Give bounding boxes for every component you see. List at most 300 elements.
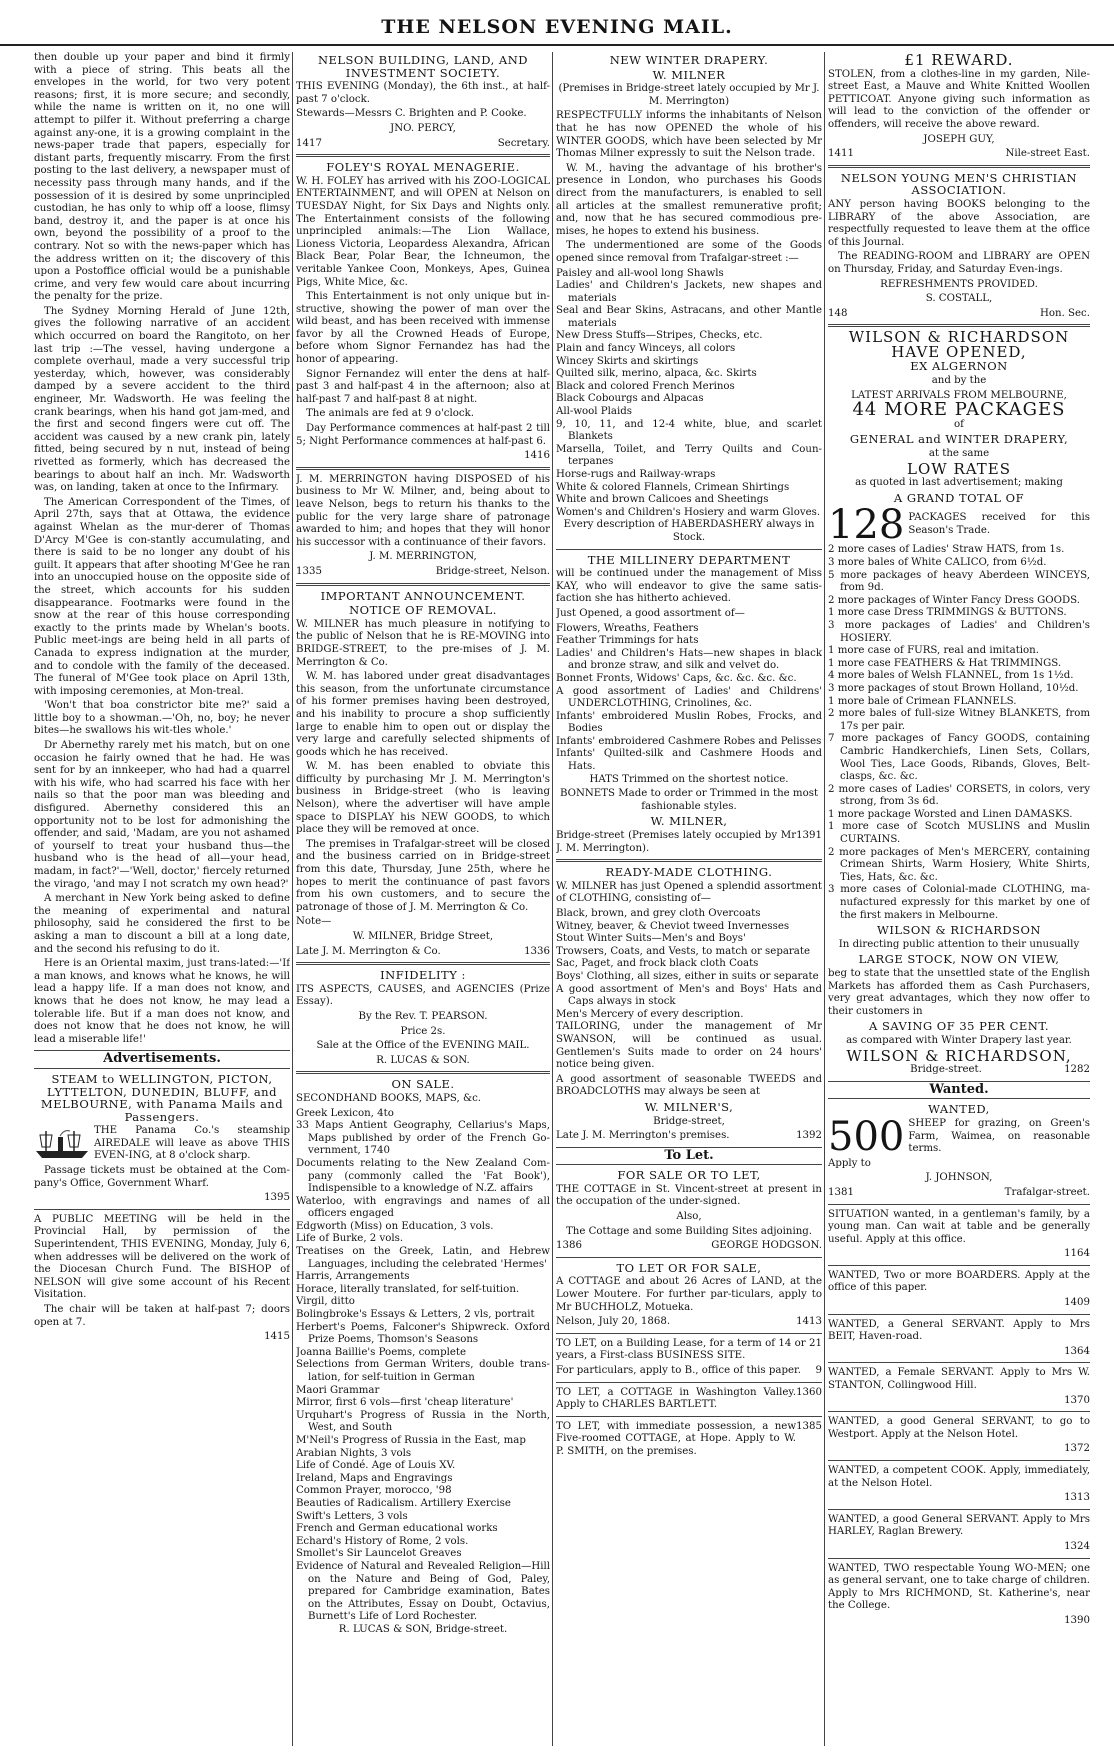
- advert-number: 1385: [796, 1420, 822, 1432]
- menagerie-advert: [296, 161, 550, 463]
- steam-advert: [34, 1073, 290, 1205]
- book-item: French and German educational works: [296, 1523, 498, 1535]
- to-let-a-also2: The Cottage and some Building Sites adjoining.: [565, 1225, 813, 1237]
- adverts-header: Advertisements.: [34, 1050, 290, 1069]
- wanted-list: [828, 1204, 1090, 1628]
- wilson-item: 3 more packages of stout Brown Holland, 10½d.: [828, 682, 1079, 694]
- book-item: Waterloo, with engravings and names of all officers engaged: [296, 1195, 550, 1220]
- wilson-item: 1 more case Dress TRIMMINGS & BUTTONS.: [828, 607, 1067, 619]
- divider: [828, 1558, 1090, 1559]
- book-item: Treatises on the Greek, Latin, and Hebrew Languages, including the celebrated 'Hermes': [296, 1246, 550, 1270]
- wanted-ad-body: WANTED, Two or more BOARDERS. Apply at the office of this paper.: [828, 1269, 1090, 1294]
- removal-subheading: NOTICE OF REMOVAL.: [349, 603, 497, 618]
- book-item: Echard's History of Rome, 2 vols.: [296, 1535, 469, 1547]
- wilson-address: Bridge-street.: [910, 1064, 982, 1076]
- signature-line: [828, 1064, 1090, 1077]
- divider: [296, 583, 550, 586]
- books-signature: R. LUCAS & SON, Bridge-street.: [338, 1623, 508, 1635]
- menagerie-heading: FOLEY'S ROYAL MENAGERIE.: [326, 160, 520, 175]
- book-item: Mirror, first 6 vols—first 'cheap literature': [296, 1397, 514, 1409]
- divider: [828, 1265, 1090, 1266]
- book-item: Ireland, Maps and Engravings: [296, 1472, 453, 1484]
- wanted-ad-body: WANTED, a good General SERVANT. Apply to Mrs HARLEY, Raglan Brewery.: [828, 1513, 1090, 1538]
- wanted-header: Wanted.: [828, 1081, 1090, 1100]
- advert-number: 1313: [1064, 1492, 1090, 1504]
- drapery-sub: (Premises in Bridge-street lately occupied by Mr J. M. Merrington): [558, 83, 820, 107]
- wilson-l8: GENERAL and WINTER DRAPERY,: [849, 432, 1069, 447]
- wilson-l10: LOW RATES: [907, 459, 1011, 478]
- to-let-a-body: THE COTTAGE in St. Vincent-street at present in the occupation of the under-signed.: [556, 1183, 822, 1208]
- divider: [828, 1460, 1090, 1461]
- advert-number: 1417: [296, 137, 322, 149]
- divider: [556, 1416, 822, 1417]
- divider: [828, 165, 1090, 168]
- wilson-direct: In directing public attention to their unusually: [838, 938, 1080, 950]
- millinery-item: A good assortment of Ladies' and Childrens' UNDERCLOTHING, Crinolines, &c.: [556, 685, 822, 710]
- article-paragraph: 'Won't that boa constrictor bite me?' said a little boy to a showman.—'Oh, no, boy; he never bites—he swallows his wit-tles whole.': [34, 700, 290, 737]
- wanted-ad-body: WANTED, a General SERVANT. Apply to Mrs BEIT, Haven-road.: [828, 1318, 1090, 1343]
- advert-number: 1415: [264, 1331, 290, 1343]
- wilson-w2: WILSON & RICHARDSON: [877, 923, 1041, 938]
- wilson-l12: A GRAND TOTAL OF: [893, 490, 1025, 505]
- drapery-item: Black Cobourgs and Alpacas: [556, 393, 704, 405]
- grand-total: [828, 506, 1090, 544]
- infidelity-advert: [296, 969, 550, 1067]
- removal-p3: W. M. has been enabled to obviate this difficulty by purchasing Mr J. M. Merrington's business in Bridge-street (who is leaving Nelson), where the advertiser will have ample space to DISPLAY his NEW GOODS, to which place they will be removed at once.: [296, 761, 550, 836]
- millinery-intro: Just Opened, a good assortment of—: [556, 607, 745, 619]
- wilson-item: 4 more bales of Welsh FLANNEL, from 1s 1½d.: [828, 670, 1074, 682]
- clothing-heading: READY-MADE CLOTHING.: [605, 865, 773, 880]
- article-paragraph: The American Correspondent of the Times, of April 27th, says that at Ottawa, the evidence against Whelan as the mur-derer of Thomas D'Arcy M'Gee is con-stantly accumulating, and there is said to be no longer any doubt of his guilt. It appears that after shooting M'Gee he ran into an unoccupied house on the opposite side of the street, which accounts for his sudden disappearance. Footmarks were found in the snow at the rear of this house corresponding exactly to the prints made by Whelan's boots. Public meet-ings are being held in all parts of Canada to express indignation at the murder, and to condole with the family of the deceased. The funeral of M'Gee took place on April 13th, with imposing ceremonies, at Mon-treal.: [34, 496, 290, 697]
- book-item: Greek Lexicon, 4to: [296, 1107, 394, 1119]
- divider: [556, 1257, 822, 1258]
- to-let-b-date: Nelson, July 20, 1868.: [556, 1316, 671, 1328]
- clothing-name: W. MILNER'S,: [644, 1099, 734, 1114]
- article-paragraph: A merchant in New York being asked to define the meaning of experimental and natural philosophy, said he considered the first to be asking a man to discount a bill at a long date, and the second his refusing to do it.: [34, 893, 290, 955]
- book-item: Evidence of Natural and Revealed Religion—Hill on the Nature and Being of God, Paley, prepared for Cambridge examination, Bates on the Attributes, Essay on Doubt, Octavius, Burnett's Life of Lord Rochester.: [296, 1560, 550, 1623]
- article-paragraph: Dr Abernethy rarely met his match, but on one occasion he fairly owned that he had. He was sent for by an innkeeper, who had had a quarrel with his wife, who had scarred his face with her nails so that the poor man was bleeding and disfigured. Abernethy considered this an opportunity not to be lost for admonishing the offender, and said, 'Madam, are you not ashamed of yourself to treat your husband thus—the husband who is the head of all—your head, madam, in fact?'—'Well, doctor,' fiercely returned the virago, 'and may I not scratch my own head?': [34, 740, 290, 890]
- ymca-p2: The READING-ROOM and LIBRARY are OPEN on Thursday, Friday, and Saturday Even-ings.: [828, 251, 1090, 275]
- ymca-role: Hon. Sec.: [1039, 307, 1090, 319]
- wanted-ads: [828, 1103, 1090, 1627]
- advert-number: 1390: [1064, 1614, 1090, 1626]
- wilson-item: 1 more case of Scotch MUSLINS and Muslin CURTAINS.: [828, 821, 1090, 846]
- book-item: Common Prayer, morocco, '98: [296, 1485, 452, 1497]
- wilson-item: 1 more bale of Crimean FLANNELS.: [828, 695, 1017, 707]
- ymca-advert: [828, 172, 1090, 321]
- advert-number: 1391: [796, 830, 822, 842]
- wilson-compared: as compared with Winter Drapery last year.: [846, 1034, 1072, 1046]
- divider: [34, 1209, 290, 1210]
- wilson-l5: LATEST ARRIVALS FROM MELBOURNE,: [851, 389, 1067, 401]
- drapery-item: Horse-rugs and Railway-wraps: [556, 469, 716, 480]
- sheep-address: Trafalgar-street.: [1004, 1186, 1090, 1198]
- wilson-item: 2 more cases of Ladies' Straw HATS, from 1s.: [828, 544, 1065, 556]
- wanted-ad-body: WANTED, TWO respectable Young WO-MEN; one as general servant, one to take charge of children. Apply to Mrs RICHMOND, St. Katherine's, near the College.: [828, 1562, 1090, 1612]
- advert-number: 9: [815, 1365, 822, 1376]
- wilson-item: 5 more packages of heavy Aberdeen WINCEYS, from 9d.: [828, 569, 1090, 594]
- book-item: Beauties of Radicalism. Artillery Exercise: [296, 1497, 511, 1509]
- drapery-item: Quilted silk, merino, alpaca, &c. Skirts: [556, 368, 757, 380]
- article-paragraph: The Sydney Morning Herald of June 12th, gives the following narrative of an accident which occurred on board the Rangitoto, on her last trip :—The vessel, having undergone a complete overhaul, made a very successful trip yesterday, which, however, was considerably damped by a severe accident to the third engineer, Mr. Wadsworth. He was feeling the crank bearings, when his hand got jam-med, and the first and second fingers were cut off. The accident was caused by a new crank pin, lately fitted, being secured by n nut, instead of being rivetted as formerly, which has decreased the bearings to about half an inch. Mr. Wadsworth was, on landing, taken at once to the Infirmary.: [34, 305, 290, 494]
- signature-line: [828, 1187, 1090, 1200]
- book-item: Documents relating to the New Zealand Com-pany (commonly called the 'Fat Book'), Indispensible to a knowledge of N.Z. affairs: [296, 1157, 550, 1195]
- reward-body: STOLEN, from a clothes-line in my garden, Nile-street East, a Mauve and White Knitted Woollen PETTICOAT. Anyone giving such information as will lead to the conviction of the offender or offenders, will receive the above reward.: [828, 68, 1090, 130]
- drapery-item: Wincey Skirts and skirtings: [556, 355, 699, 367]
- millinery-item: Infants' Quilted-silk and Cashmere Hoods and Hats.: [556, 748, 822, 773]
- reward-heading: £1 REWARD.: [904, 52, 1014, 69]
- drapery-item: Paisley and all-wool long Shawls: [556, 267, 724, 279]
- drapery-item: Women's and Children's Hosiery and warm Gloves.: [556, 506, 821, 518]
- menagerie-p5: Day Performance commences at half-past 2 till 5; Night Performance commences at half-past 6.: [296, 423, 550, 447]
- advert-number: 1416: [524, 450, 550, 462]
- meeting-advert: [34, 1214, 290, 1344]
- column-4: [828, 52, 1090, 1748]
- news-articles: [34, 52, 290, 1046]
- to-let-a-heading: FOR SALE OR TO LET,: [617, 1168, 761, 1183]
- sheep-body: SHEEP for grazing, on Green's Farm, Waimea, on reasonable terms.: [908, 1117, 1090, 1155]
- books-intro: SECONDHAND BOOKS, MAPS, &c.: [296, 1092, 482, 1104]
- drapery-list: [556, 268, 822, 520]
- wilson-l3: EX ALGERNON: [910, 359, 1008, 374]
- removal-note: Note—: [296, 916, 332, 928]
- to-let-b-heading: TO LET OR FOR SALE,: [616, 1260, 762, 1275]
- wilson-l11: as quoted in last advertisement; making: [855, 477, 1063, 489]
- millinery-item: Bonnet Fronts, Widows' Caps, &c. &c. &c. &c.: [556, 672, 797, 684]
- wilson-large: LARGE STOCK, NOW ON VIEW,: [858, 952, 1060, 967]
- column-3: [556, 52, 822, 1748]
- wilson-l2: HAVE OPENED,: [891, 342, 1027, 361]
- steam-body: THE Panama Co.'s steamship AIREDALE will leave as above THIS EVEN-ING, at 8 o'clock sharp.: [94, 1125, 290, 1162]
- infidelity-price: Price 2s.: [400, 1025, 446, 1037]
- drapery-name: W. MILNER: [652, 67, 726, 82]
- wilson-item: 2 more bales of full-size Witney BLANKETS, from 17s per pair.: [828, 708, 1090, 732]
- signature-line: [556, 1421, 822, 1459]
- drapery-item: White & colored Flannels, Crimean Shirtings: [556, 481, 790, 493]
- wilson-l6: 44 MORE PACKAGES: [852, 399, 1066, 421]
- removal-heading: IMPORTANT ANNOUNCEMENT.: [320, 588, 526, 603]
- book-item: Maori Grammar: [296, 1384, 380, 1396]
- advert-number: 1413: [796, 1316, 822, 1328]
- meeting-footer: The chair will be taken at half-past 7; doors open at 7.: [34, 1304, 290, 1328]
- clothing-item: Stout Winter Suits—Men's and Boys': [556, 933, 746, 945]
- reward-name: JOSEPH GUY,: [923, 133, 995, 145]
- millinery-p1: will be continued under the management of Miss KAY, who will endeavor to give the same satis-faction she has hitherto achieved.: [556, 568, 822, 605]
- millinery-advert: [556, 554, 822, 856]
- wilson-l4: and by the: [931, 375, 987, 387]
- advert-number: 1282: [1064, 1064, 1090, 1076]
- menagerie-p4: The animals are fed at 9 o'clock.: [306, 408, 475, 420]
- infidelity-body: ITS ASPECTS, CAUSES, and AGENCIES (Prize Essay).: [296, 983, 550, 1008]
- divider: [828, 1204, 1090, 1205]
- wilson-beg: beg to state that the unsettled state of the English Markets has afforded them as Cash Purchasers, very great advantages, which they now offer to their customers in: [828, 968, 1090, 1017]
- divider: [556, 1382, 822, 1383]
- book-item: Edgworth (Miss) on Education, 3 vols.: [296, 1220, 494, 1232]
- wilson-l9: at the same: [928, 448, 990, 460]
- drapery-heading: NEW WINTER DRAPERY.: [609, 53, 769, 67]
- wilson-advert: [828, 328, 1090, 1076]
- wilson-item: 3 more cases of Colonial-made CLOTHING, ma-nufactured expressly for this market by one of the first makers in Melbourne.: [828, 884, 1090, 921]
- sheep-name: J. JOHNSON,: [925, 1172, 993, 1184]
- advert-number: 148: [828, 307, 848, 319]
- drapery-item: Black and colored French Merinos: [556, 380, 735, 392]
- books-heading: ON SALE.: [391, 1077, 455, 1092]
- divider: [828, 1362, 1090, 1363]
- article-paragraph: Here is an Oriental maxim, just trans-lated:—'If a man knows, and knows what he knows, he will lead a happy life. If a man does not know, and knows that he does not know, he may lead a tolerable life. But if a man does not know, and does not know that he does not know, he will lead a miserable life!': [34, 958, 290, 1045]
- signature-line: [556, 1387, 822, 1412]
- millinery-item: Flowers, Wreaths, Feathers: [556, 622, 699, 634]
- merrington-name: J. M. MERRINGTON,: [369, 551, 477, 563]
- wilson-item: 2 more packages of Winter Fancy Dress GOODS.: [828, 594, 1081, 606]
- advert-number: 1411: [828, 148, 854, 160]
- column-1: [34, 52, 290, 1748]
- wilson-l7: of: [954, 418, 964, 430]
- book-item: Selections from German Writers, double trans-lation, for self-tuition in German: [296, 1359, 550, 1383]
- clothing-late: Late J. M. Merrington's premises.: [556, 1130, 730, 1142]
- millinery-item: Feather Trimmings for hats: [556, 635, 699, 647]
- divider: [296, 1071, 550, 1074]
- masthead: [0, 6, 1114, 46]
- clothing-tweeds: A good assortment of seasonable TWEEDS and BROADCLOTHS may always be seen at: [556, 1073, 822, 1098]
- to-let-d-body: TO LET, a COTTAGE in Washington Valley. Apply to CHARLES BARTLETT.: [556, 1386, 797, 1411]
- ymca-p3: REFRESHMENTS PROVIDED.: [880, 278, 1038, 290]
- removal-advert: [296, 590, 550, 959]
- wilson-l1: WILSON & RICHARDSON: [848, 328, 1070, 347]
- to-let-ads: [556, 1169, 822, 1458]
- wilson-item: 3 more packages of Ladies' and Children's HOSIERY.: [828, 619, 1090, 644]
- millinery-heading: THE MILLINERY DEPARTMENT: [587, 552, 791, 567]
- wilson-item: 2 more cases of Ladies' CORSETS, in colors, very strong, from 3s 6d.: [828, 783, 1090, 808]
- newspaper-title: THE NELSON EVENING MAIL.: [381, 16, 733, 38]
- building-body: THIS EVENING (Monday), the 6th inst., at half-past 7 o'clock.: [296, 81, 550, 105]
- infidelity-sale: Sale at the Office of the EVENING MAIL.: [316, 1040, 530, 1052]
- divider: [556, 549, 822, 550]
- column-2: [296, 52, 550, 1748]
- ymca-name: S. COSTALL,: [925, 293, 993, 305]
- divider: [556, 1333, 822, 1334]
- millinery-item: Ladies' and Children's Hats—new shapes in black and bronze straw, and silk and velvet do.: [556, 647, 822, 672]
- building-stewards: Stewards—Messrs C. Brighten and P. Cooke.: [296, 108, 527, 120]
- menagerie-p1: W. H. FOLEY has arrived with his ZOO-LOGICAL ENTERTAINMENT, and will OPEN at Nelson on TUESDAY Night, for Six Days and Nights only. The Entertainment consists of the following unprincipled animals:—The Lion Wallace, Lioness Victoria, Leopardess Alexandra, African Black Bear, Polar Bear, the Ichneumon, the veritable Yankee Coon, Monkeys, Apes, Guinea Pigs, White Mice, &c.: [296, 175, 550, 288]
- signature-line: [556, 1316, 822, 1329]
- drapery-p2: W. M., having the advantage of his brother's presence in London, who purchases his Goods direct from the manufacturers, is enabled to sell all articles at the smallest remunerative profit; and, now that he has secured commodious pre-mises, he hopes to extend his business.: [556, 162, 822, 237]
- to-let-e-body: TO LET, with immediate possession, a new Five-roomed COTTAGE, at Hope. Apply to W. P. SMITH, on the premises.: [556, 1420, 797, 1457]
- signature-line: [296, 946, 550, 959]
- grand-total-number: 128: [828, 506, 905, 545]
- merrington-address: Bridge-street, Nelson.: [435, 565, 550, 577]
- sheep-advert: [828, 1118, 1090, 1172]
- signature-line: [556, 1365, 822, 1378]
- building-society-advert: [296, 54, 550, 150]
- to-let-c-apply: For particulars, apply to B., office of this paper.: [556, 1365, 802, 1376]
- drapery-item: Marsella, Toilet, and Terry Quilts and Coun-terpanes: [556, 443, 822, 468]
- books-advert: [296, 1078, 550, 1636]
- drapery-p1: RESPECTFULLY informs the inhabitants of Nelson that he has now OPENED the whole of his WINTER GOODS, which have been selected by Mr Thomas Milner expressly to suit the Nelson trade.: [556, 110, 822, 160]
- wilson-list: [828, 544, 1090, 922]
- advert-number: 1164: [1064, 1248, 1090, 1260]
- book-item: Joanna Baillie's Poems, complete: [296, 1346, 467, 1358]
- divider: [556, 859, 822, 862]
- sheep-apply: Apply to: [828, 1157, 871, 1169]
- book-item: Herbert's Poems, Falconer's Shipwreck. Oxford Prize Poems, Thomson's Seasons: [296, 1321, 550, 1346]
- advert-number: 1409: [1064, 1297, 1090, 1309]
- drapery-item: Plain and fancy Winceys, all colors: [556, 343, 736, 355]
- clothing-address: Bridge-street,: [653, 1115, 725, 1127]
- signature-line: [556, 1240, 822, 1253]
- millinery-item: Infants' embroidered Cashmere Robes and Pelisses: [556, 735, 822, 747]
- advert-number: 1364: [1064, 1345, 1090, 1357]
- book-item: Virgil, ditto: [296, 1296, 355, 1308]
- drapery-item: New Dress Stuffs—Stripes, Checks, etc.: [556, 330, 763, 342]
- wilson-item: 1 more case of FURS, real and imitation.: [828, 645, 1039, 657]
- divider: [828, 1314, 1090, 1315]
- divider: [296, 467, 550, 470]
- removal-p4: The premises in Trafalgar-street will be closed and the business carried on in Bridge-street from this date, Thursday, June 25th, where he hopes to merit the continuance of past favors from his own customers, and to secure the patronage of those of J. M. Merrington & Co.: [296, 838, 550, 913]
- article-paragraph: then double up your paper and bind it firmly with a piece of string. This beats all the envelopes in the world, for two very potent reasons; first, it is more secure; and secondly, while the name is written on it, no one will attempt to pilfer it. Without preferring a charge against any-one, it is a growing complaint in the news-paper trade that papers, especially for distant parts, frequently miscarry. From the first posting to the last delivery, a newspaper must of necessity pass through many hands, and if the possession of it is desired by some unprincipled custodian, he has only to whip off a loose, flimsy band, destroy it, and the paper is at once his own, beyond the possibility of a proof to the contrary. Not so with the news-paper which has the address written on it; the discovery of this upon a Postoffice official would be a punishable crime, and very few would care about incurring the penalty for the prize.: [34, 52, 290, 303]
- book-item: Arabian Nights, 3 vols: [296, 1447, 412, 1459]
- signature-line: [296, 566, 550, 579]
- advert-number: 1370: [1064, 1394, 1090, 1406]
- drapery-haberdashery: Every description of HABERDASHERY always in Stock.: [563, 519, 815, 543]
- advert-number: 1392: [796, 1130, 822, 1142]
- book-item: Urquhart's Progress of Russia in the North, West, and South: [296, 1409, 550, 1434]
- wilson-item: 3 more bales of White CALICO, from 6½d.: [828, 557, 1047, 568]
- clothing-list: [556, 908, 822, 1021]
- book-item: Harris, Arrangements: [296, 1271, 410, 1283]
- wilson-l13: PACKAGES received for this Season's Trade.: [908, 512, 1090, 536]
- millinery-name: W. MILNER,: [650, 814, 728, 829]
- clothing-item: Black, brown, and grey cloth Overcoats: [556, 908, 761, 919]
- clothing-tailoring: TAILORING, under the management of Mr SWANSON, will be continued as usual. Gentlemen's Suits made to order on 24 hours' notice being given.: [556, 1021, 822, 1071]
- wilson-item: 1 more case FEATHERS & Hat TRIMMINGS.: [828, 657, 1062, 669]
- book-item: Bolingbroke's Essays & Letters, 2 vls, portrait: [296, 1309, 535, 1321]
- book-item: Life of Condé. Age of Louis XV.: [296, 1460, 456, 1472]
- wanted-ad-body: SITUATION wanted, in a gentleman's family, by a young man. Can wait at table and be generally useful. Apply at this office.: [828, 1208, 1090, 1245]
- clothing-advert: [556, 866, 822, 1142]
- column-rule: [824, 52, 825, 1746]
- clothing-p1: W. MILNER has just Opened a splendid assortment of CLOTHING, consisting of—: [556, 880, 822, 905]
- clothing-item: Men's Mercery of every description.: [556, 1008, 744, 1020]
- sheep-number: 500: [828, 1117, 905, 1160]
- signature-line: [828, 308, 1090, 321]
- book-item: Smollet's Sir Launcelot Greaves: [296, 1548, 462, 1560]
- advert-number: 1372: [1064, 1443, 1090, 1455]
- clothing-item: Sac, Paget, and frock black cloth Coats: [556, 958, 759, 970]
- advert-number: 1324: [1064, 1540, 1090, 1552]
- advert-number: 1381: [828, 1186, 854, 1198]
- clothing-item: Trowsers, Coats, and Vests, to match or separate: [556, 945, 810, 957]
- removal-late: Late J. M. Merrington & Co.: [296, 945, 441, 957]
- reward-advert: [828, 54, 1090, 161]
- wilson-saving: A SAVING OF 35 PER CENT.: [868, 1019, 1049, 1034]
- to-let-a-name: GEORGE HODGSON.: [711, 1240, 822, 1252]
- building-heading: NELSON BUILDING, LAND, AND INVESTMENT SOCIETY.: [317, 53, 529, 80]
- drapery-item: 9, 10, 11, and 12-4 white, blue, and scarlet Blankets: [556, 418, 822, 443]
- clothing-item: A good assortment of Men's and Boys' Hats and Caps always in stock: [556, 983, 822, 1008]
- clothing-item: Boys' Clothing, all sizes, either in suits or separate: [556, 970, 819, 982]
- building-role: Secretary.: [497, 137, 550, 149]
- millinery-address: Bridge-street (Premises lately occupied by Mr J. M. Merrington).: [556, 830, 797, 854]
- wanted-ad-body: WANTED, a Female SERVANT. Apply to Mrs W. STANTON, Collingwood Hill.: [828, 1367, 1090, 1392]
- millinery-hats: HATS Trimmed on the shortest notice.: [589, 773, 789, 785]
- drapery-advert: [556, 54, 822, 545]
- clothing-item: Witney, beaver, & Cheviot tweed Invernesses: [556, 920, 790, 932]
- removal-signature: W. MILNER, Bridge Street,: [352, 931, 494, 942]
- menagerie-p3: Signor Fernandez will enter the dens at half-past 3 and half-past 4 in the afternoon; also at half-past 7 and half-past 8 at night.: [296, 368, 550, 405]
- wilson-item: 7 more packages of Fancy GOODS, containing Cambric Handkerchiefs, Linen Sets, Collars, Wool Ties, Lace Goods, Ribands, Gloves, Belt-clasps, &c. &c.: [828, 733, 1090, 783]
- drapery-p3: The undermentioned are some of the Goods opened since removal from Trafalgar-street :—: [556, 240, 822, 264]
- wilson-item: 1 more package Worsted and Linen DAMASKS.: [828, 808, 1073, 820]
- signature-line: [296, 138, 550, 151]
- book-item: Swift's Letters, 3 vols: [296, 1510, 408, 1522]
- removal-p1: W. MILNER has much pleasure in notifying to the public of Nelson that he is RE-MOVING into BRIDGE-STREET, to the pre-mises of J. M. Merrington & Co.: [296, 618, 550, 668]
- steam-footer: Passage tickets must be obtained at the Com-pany's Office, Government Wharf.: [34, 1165, 290, 1189]
- merrington-body: J. M. MERRINGTON having DISPOSED of his business to Mr W. Milner, and, being about to leave Nelson, begs to return his thanks to the public for the very large share of patronage awarded to him; and hopes that they will honor his successor with a continuance of their favors.: [296, 473, 550, 548]
- to-let-b-body: A COTTAGE and about 26 Acres of LAND, at the Lower Moutere. For further par-ticulars, apply to Mr BUCHHOLZ, Motueka.: [556, 1276, 822, 1313]
- ymca-p1: ANY person having BOOKS belonging to the LIBRARY of the above Association, are respectfully requested to leave them at the office of this Journal.: [828, 198, 1090, 248]
- infidelity-signature: R. LUCAS & SON.: [376, 1054, 470, 1066]
- signature-line: [556, 1130, 822, 1143]
- millinery-bonnets: BONNETS Made to order or Trimmed in the most fashionable styles.: [559, 788, 819, 812]
- column-rule: [292, 52, 293, 1746]
- infidelity-author: By the Rev. T. PEARSON.: [358, 1010, 488, 1022]
- wilson-w3: WILSON & RICHARDSON,: [846, 1046, 1072, 1065]
- books-list: [296, 1108, 550, 1624]
- menagerie-p2: This Entertainment is not only unique but in-structive, showing the power of man over the wild beast, and has been received with immense favor by all the Crowned Heads of Europe, before whom Signor Fernandez has had the honor of appearing.: [296, 291, 550, 366]
- drapery-item: All-wool Plaids: [556, 406, 632, 418]
- to-let-a-also: Also,: [676, 1211, 702, 1223]
- signature-line: [828, 148, 1090, 161]
- removal-p2: W. M. has labored under great disadvantages this season, from the unfortunate circumstance of his former premises having been destroyed, and his inability to procure a shop sufficiently large to enable him to open out or display the very large and carefully selected shipments of goods which he has received.: [296, 671, 550, 758]
- advert-number: 1335: [296, 565, 322, 577]
- reward-address: Nile-street East.: [1005, 148, 1090, 160]
- wilson-item: 2 more packages of Men's MERCERY, containing Crimean Shirts, Warm Hosiery, White Shirts, Ties, Hats, &c. &c.: [828, 846, 1090, 883]
- steam-heading: STEAM to WELLINGTON, PICTON, LYTTELTON, DUNEDIN, BLUFF, and MELBOURNE, with Panama Mails and Passengers.: [40, 1071, 284, 1124]
- wanted-ad-body: WANTED, a competent COOK. Apply, immediately, at the Nelson Hotel.: [828, 1465, 1090, 1489]
- drapery-item: White and brown Calicoes and Sheetings: [556, 494, 769, 506]
- millinery-item: Infants' embroidered Muslin Robes, Frocks, and Bodies: [556, 710, 822, 735]
- advert-number: 1395: [264, 1192, 290, 1204]
- ymca-heading: NELSON YOUNG MEN'S CHRISTIAN ASSOCIATION.: [840, 170, 1078, 198]
- to-let-c-body: TO LET, on a Building Lease, for a term of 14 or 21 years, a First-class BUSINESS SITE.: [556, 1337, 822, 1362]
- building-name: JNO. PERCY,: [390, 122, 456, 134]
- wanted-ad-body: WANTED, a good General SERVANT, to go to Westport. Apply at the Nelson Hotel.: [828, 1416, 1090, 1440]
- meeting-body: A PUBLIC MEETING will be held in the Provincial Hall, by permission of the Superintendent, THIS EVENING, Monday, July 6, when addresses will be delivered on the work of the Diocesan Church Fund. The BISHOP of NELSON will give some account of his Recent Visitation.: [34, 1213, 290, 1301]
- advert-number: 1386: [556, 1240, 582, 1252]
- merrington-advert: [296, 474, 550, 579]
- book-item: M'Neil's Progress of Russia in the East, map: [296, 1434, 526, 1446]
- column-rule: [552, 52, 553, 1746]
- divider: [828, 324, 1090, 327]
- infidelity-heading: INFIDELITY :: [380, 968, 466, 983]
- drapery-item: Ladies' and Children's Jackets, new shapes and materials: [556, 280, 822, 304]
- book-item: 33 Maps Antient Geography, Cellarius's Maps, Maps published by order of the French Go-vernment, 1740: [296, 1120, 550, 1157]
- advert-number: 1360: [796, 1386, 822, 1398]
- steamship-icon: [34, 1127, 90, 1161]
- divider: [828, 1509, 1090, 1510]
- drapery-item: Seal and Bear Skins, Astracans, and other Mantle materials: [556, 305, 822, 329]
- advert-number: 1336: [524, 945, 550, 957]
- signature-line: [556, 830, 822, 855]
- divider: [296, 962, 550, 965]
- book-item: Life of Burke, 2 vols.: [296, 1233, 404, 1245]
- divider: [296, 154, 550, 157]
- divider: [828, 1411, 1090, 1412]
- to-let-header: To Let.: [556, 1147, 822, 1166]
- wanted-heading: WANTED,: [928, 1102, 990, 1117]
- millinery-list: [556, 623, 822, 774]
- book-item: Horace, literally translated, for self-tuition.: [296, 1283, 520, 1295]
